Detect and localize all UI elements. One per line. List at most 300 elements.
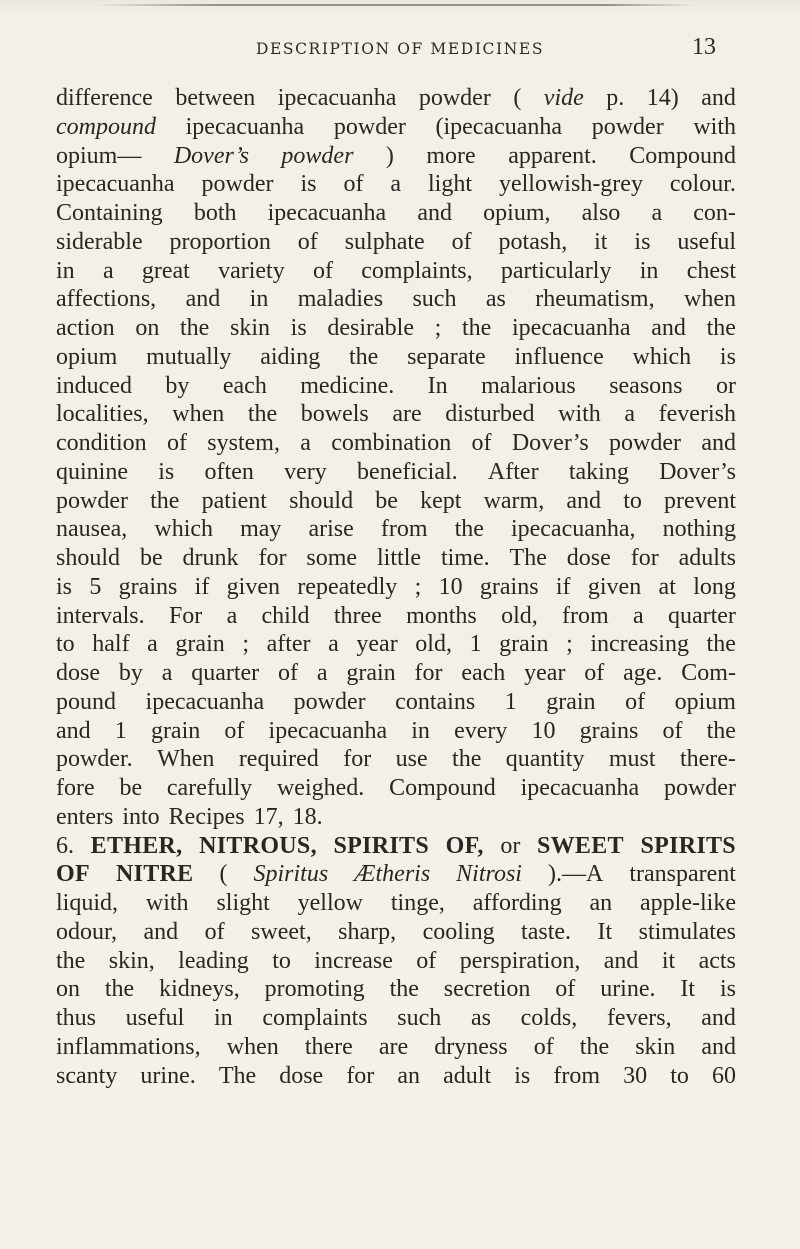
- text-word: are: [392, 401, 422, 428]
- text-word: powder: [591, 113, 664, 140]
- text-word: Spiritus: [253, 861, 329, 888]
- text-word: a: [633, 602, 644, 629]
- text-word: NITRE: [115, 861, 194, 888]
- text-word: sweet,: [251, 918, 312, 945]
- text-word: and: [56, 717, 91, 744]
- text-word: be: [375, 487, 398, 514]
- text-word: skin: [635, 1033, 676, 1060]
- text-word: and: [417, 200, 453, 226]
- text-word: cooling: [422, 918, 495, 945]
- text-word: mutually: [146, 343, 232, 370]
- text-line: [56, 889, 736, 918]
- text-word: quarter: [667, 602, 736, 629]
- text-line: [56, 429, 736, 458]
- text-word: drunk: [182, 545, 239, 571]
- text-word: 1: [469, 631, 482, 658]
- text-word: skin: [229, 315, 270, 341]
- text-word: as: [485, 286, 506, 313]
- text-word: at: [658, 573, 676, 600]
- text-word: contains: [395, 688, 476, 715]
- text-word: with: [558, 401, 601, 428]
- text-word: localities,: [56, 401, 149, 428]
- text-word: 18.: [292, 803, 323, 830]
- text-word: it: [594, 228, 608, 255]
- text-line: [56, 947, 736, 976]
- text-word: should: [56, 545, 121, 571]
- text-word: opium: [674, 688, 736, 715]
- text-word: colds,: [520, 1005, 578, 1031]
- text-word: leading: [178, 947, 249, 974]
- text-word: p.: [606, 85, 625, 111]
- text-word: a: [226, 602, 238, 629]
- text-word: scanty: [56, 1062, 118, 1089]
- text-word: 10: [438, 573, 463, 600]
- text-word: a: [147, 631, 158, 658]
- text-word: between: [175, 85, 256, 111]
- text-word: fore: [56, 775, 95, 801]
- text-word: con-: [693, 200, 736, 226]
- text-word: ).—A: [547, 861, 604, 888]
- text-word: half: [92, 631, 130, 658]
- text-word: child: [261, 602, 310, 629]
- text-word: is: [56, 573, 73, 600]
- text-word: of: [584, 660, 605, 686]
- text-word: for: [414, 660, 443, 686]
- text-word: powder: [281, 142, 354, 169]
- text-line: [56, 630, 736, 659]
- text-word: is: [719, 343, 736, 370]
- text-word: sharp,: [338, 918, 397, 945]
- text-word: warm,: [483, 487, 545, 514]
- text-word: skin,: [108, 947, 155, 974]
- text-word: OF,: [445, 832, 484, 859]
- text-word: powder: [201, 171, 274, 198]
- text-word: of: [533, 1033, 554, 1060]
- top-rule-line: [95, 4, 695, 6]
- text-word: the: [706, 315, 736, 341]
- text-word: particularly: [500, 257, 612, 284]
- text-word: weighed.: [276, 775, 365, 801]
- text-word: Dover’s: [173, 142, 249, 169]
- text-word: powder.: [56, 746, 133, 773]
- text-word: the: [389, 976, 419, 1003]
- text-word: the: [150, 487, 180, 514]
- text-word: quinine: [56, 458, 128, 485]
- text-word: a: [102, 257, 114, 284]
- text-word: adults: [678, 545, 736, 571]
- text-word: prevent: [664, 487, 736, 514]
- text-word: yellowish-grey: [498, 171, 643, 198]
- text-word: powder: [56, 487, 128, 514]
- text-word: to: [670, 1062, 689, 1089]
- text-word: each: [222, 372, 267, 399]
- text-word: induced: [56, 372, 132, 399]
- text-word: Compound: [629, 142, 736, 169]
- text-word: 14): [646, 85, 679, 111]
- text-word: acts: [698, 947, 736, 974]
- text-word: ipecacuanha: [185, 113, 305, 140]
- page-number: 13: [692, 34, 716, 60]
- text-word: maladies: [297, 286, 384, 313]
- text-word: and: [651, 315, 686, 341]
- text-line: [56, 515, 736, 544]
- text-word: if: [194, 573, 210, 600]
- text-word: 10: [531, 717, 556, 744]
- text-word: of: [662, 717, 683, 744]
- text-word: ipecacuanha: [268, 717, 388, 744]
- text-word: and: [701, 85, 736, 111]
- text-word: the: [247, 401, 278, 428]
- text-word: to: [272, 947, 291, 974]
- text-word: grains: [118, 573, 178, 600]
- text-line: [56, 84, 736, 113]
- text-word: nausea,: [56, 516, 128, 543]
- text-word: enters: [56, 803, 114, 830]
- text-word: urine.: [140, 1062, 196, 1089]
- text-word: year: [356, 631, 398, 658]
- text-word: ipecacuanha: [512, 315, 631, 341]
- text-word: taking: [568, 458, 629, 485]
- text-word: After: [487, 458, 539, 485]
- text-word: if: [555, 573, 571, 600]
- text-word: powder: [293, 688, 366, 715]
- text-line: [56, 285, 736, 314]
- text-word: is: [290, 315, 307, 341]
- text-word: old,: [415, 631, 452, 658]
- text-word: yellow: [297, 890, 363, 916]
- text-word: kept: [420, 487, 462, 514]
- body-text: [56, 84, 736, 1090]
- text-word: ;: [242, 631, 249, 658]
- text-word: by: [118, 660, 143, 686]
- text-word: medicine.: [300, 372, 395, 399]
- text-word: (ipecacuanha: [435, 113, 563, 140]
- text-word: Recipes: [168, 803, 245, 830]
- text-word: Ætheris: [354, 861, 431, 888]
- text-word: little: [377, 545, 422, 571]
- text-word: fevers,: [606, 1005, 672, 1031]
- text-word: dryness: [434, 1033, 508, 1060]
- text-word: the: [56, 947, 86, 974]
- text-word: complaints,: [361, 257, 473, 284]
- text-word: aiding: [260, 343, 321, 370]
- text-word: great: [141, 257, 190, 284]
- text-word: taste.: [521, 918, 572, 945]
- text-word: condition: [56, 430, 147, 456]
- running-title: DESCRIPTION OF MEDICINES: [255, 40, 545, 58]
- text-line: [56, 659, 736, 688]
- text-word: nothing: [662, 516, 736, 543]
- text-word: Nitrosi: [456, 861, 522, 888]
- text-word: pound: [56, 688, 116, 715]
- text-word: potash,: [498, 228, 568, 255]
- text-word: should: [289, 487, 354, 514]
- text-word: quarter: [191, 660, 260, 686]
- text-word: In: [427, 372, 448, 399]
- text-word: ipecacuanha: [520, 775, 640, 801]
- text-word: useful: [125, 1005, 185, 1031]
- text-word: proportion: [169, 228, 271, 255]
- text-word: kidneys,: [159, 976, 240, 1003]
- text-word: by: [165, 372, 190, 399]
- text-word: or: [500, 832, 521, 859]
- text-word: and: [143, 918, 179, 945]
- text-word: more: [426, 142, 476, 169]
- text-word: apple-like: [640, 890, 736, 916]
- text-word: colour.: [669, 171, 736, 198]
- text-word: be: [119, 775, 143, 801]
- text-line: [56, 400, 736, 429]
- text-word: of: [224, 717, 245, 744]
- text-word: of: [471, 430, 492, 456]
- text-word: 30: [623, 1062, 648, 1089]
- text-word: light: [428, 171, 473, 198]
- text-word: of: [313, 257, 333, 284]
- text-line: [56, 199, 736, 228]
- text-line: [56, 860, 736, 889]
- text-word: is: [300, 171, 317, 198]
- text-word: a: [161, 660, 173, 686]
- text-word: are: [378, 1033, 409, 1060]
- text-word: It: [597, 918, 613, 945]
- running-head: [0, 34, 800, 64]
- text-word: into: [122, 803, 160, 830]
- text-line: [56, 1004, 736, 1033]
- text-word: SPIRITS: [333, 832, 429, 859]
- text-word: tinge,: [390, 890, 445, 916]
- text-line: [56, 170, 736, 199]
- text-word: ETHER,: [90, 832, 183, 859]
- text-word: feverish: [658, 401, 736, 428]
- text-word: complaints: [262, 1005, 368, 1031]
- text-word: often: [204, 458, 254, 485]
- text-word: also: [581, 200, 621, 226]
- text-word: increase: [314, 947, 393, 974]
- text-word: when: [226, 1033, 279, 1060]
- text-word: the: [454, 516, 484, 543]
- text-line: [56, 803, 736, 832]
- text-word: siderable: [56, 228, 143, 255]
- text-word: desirable: [327, 315, 414, 341]
- text-line: [56, 1062, 736, 1091]
- text-word: stimulates: [638, 918, 736, 945]
- text-word: grain: [499, 631, 549, 658]
- text-word: system,: [207, 430, 280, 456]
- text-word: of: [451, 228, 472, 255]
- text-word: (: [513, 85, 522, 111]
- text-word: vide: [543, 85, 584, 111]
- text-word: action: [56, 315, 115, 341]
- text-word: of: [343, 171, 364, 198]
- text-word: and: [566, 487, 602, 514]
- text-word: for: [258, 545, 287, 571]
- text-word: Containing: [56, 200, 163, 226]
- text-word: of: [166, 430, 187, 456]
- text-word: 1: [504, 688, 517, 715]
- text-word: apparent.: [508, 142, 597, 169]
- text-word: given: [587, 573, 642, 600]
- text-word: transparent: [629, 861, 736, 888]
- text-word: for: [343, 746, 372, 773]
- text-word: use: [395, 746, 428, 773]
- text-word: difference: [56, 85, 153, 111]
- text-word: as: [470, 1005, 491, 1031]
- text-word: both: [193, 200, 237, 226]
- text-word: very: [284, 458, 327, 485]
- text-word: such: [412, 286, 457, 313]
- text-word: malarious: [481, 372, 576, 399]
- text-word: old,: [501, 602, 538, 629]
- text-word: 5: [89, 573, 102, 600]
- text-word: dose: [566, 545, 611, 571]
- text-word: in: [249, 286, 269, 313]
- text-word: sulphate: [344, 228, 425, 255]
- text-word: ;: [566, 631, 573, 658]
- text-line: [56, 602, 736, 631]
- text-word: ;: [414, 573, 422, 600]
- text-word: thus: [56, 1005, 97, 1031]
- text-word: in: [213, 1005, 233, 1031]
- text-word: When: [157, 746, 215, 773]
- text-word: and: [701, 1005, 736, 1031]
- text-word: patient: [201, 487, 267, 514]
- text-word: compound: [56, 113, 156, 140]
- text-line: [56, 975, 736, 1004]
- text-word: Dover’s: [659, 458, 736, 485]
- text-word: 60: [711, 1062, 736, 1089]
- text-word: grain: [150, 717, 201, 744]
- text-word: in: [411, 717, 430, 744]
- text-word: or: [715, 372, 736, 399]
- text-word: 1: [114, 717, 127, 744]
- text-word: It: [680, 976, 696, 1003]
- text-word: OF: [56, 861, 90, 888]
- text-word: with: [145, 890, 189, 916]
- text-word: affections,: [56, 286, 157, 313]
- text-word: odour,: [56, 918, 118, 945]
- text-word: opium—: [56, 142, 142, 169]
- text-word: there-: [679, 746, 736, 773]
- text-word: grain: [546, 688, 596, 715]
- text-word: urine.: [600, 976, 656, 1003]
- text-word: (: [219, 861, 228, 888]
- text-line: [56, 487, 736, 516]
- text-word: some: [306, 545, 358, 571]
- text-word: the: [348, 343, 379, 370]
- text-word: promoting: [264, 976, 365, 1003]
- text-word: rheumatism,: [535, 286, 655, 313]
- text-word: seasons: [609, 372, 683, 399]
- text-word: when: [683, 286, 736, 313]
- text-word: there: [304, 1033, 353, 1060]
- text-line: [56, 1033, 736, 1062]
- text-word: of: [555, 976, 576, 1003]
- text-line: [56, 745, 736, 774]
- text-word: of: [204, 918, 225, 945]
- text-word: 17,: [253, 803, 284, 830]
- text-word: such: [397, 1005, 442, 1031]
- text-line: [56, 458, 736, 487]
- text-word: and: [701, 430, 736, 456]
- text-word: ;: [434, 315, 442, 341]
- text-line: [56, 717, 736, 746]
- text-line: [56, 774, 736, 803]
- text-word: is: [514, 1062, 531, 1089]
- text-word: grain: [346, 660, 396, 686]
- text-word: inflammations,: [56, 1033, 201, 1060]
- text-line: [56, 544, 736, 573]
- text-word: and: [603, 947, 639, 974]
- text-word: opium: [56, 343, 118, 370]
- text-word: given: [226, 573, 280, 600]
- text-word: from: [553, 1062, 600, 1089]
- text-word: increasing: [590, 631, 689, 658]
- text-word: of: [416, 947, 437, 974]
- text-word: For: [168, 602, 203, 629]
- text-word: in: [639, 257, 659, 284]
- text-word: SWEET: [536, 832, 624, 859]
- text-line: [56, 688, 736, 717]
- text-word: a: [624, 401, 636, 428]
- text-word: after: [266, 631, 311, 658]
- text-word: variety: [218, 257, 285, 284]
- text-word: age.: [623, 660, 663, 686]
- text-word: which: [154, 516, 214, 543]
- text-word: and: [185, 286, 221, 313]
- text-word: with: [693, 113, 736, 140]
- text-word: perspiration,: [459, 947, 581, 974]
- text-word: The: [218, 1062, 257, 1089]
- text-line: [56, 142, 736, 171]
- text-word: powder: [663, 775, 736, 801]
- text-word: The: [509, 545, 547, 571]
- text-line: [56, 314, 736, 343]
- text-word: which: [632, 343, 692, 370]
- text-word: ): [385, 142, 394, 169]
- text-word: ipecacuanha,: [510, 516, 636, 543]
- text-word: ipecacuanha: [56, 171, 175, 198]
- text-line: [56, 113, 736, 142]
- text-word: may: [240, 516, 282, 543]
- text-word: an: [397, 1062, 421, 1089]
- text-word: opium,: [483, 200, 551, 226]
- text-word: SPIRITS: [640, 832, 736, 859]
- text-word: 6.: [56, 832, 74, 859]
- text-word: powder: [333, 113, 406, 140]
- text-word: time.: [440, 545, 490, 571]
- text-word: a: [316, 660, 328, 686]
- text-line: [56, 257, 736, 286]
- text-word: the: [579, 1033, 610, 1060]
- text-word: adult: [443, 1062, 492, 1089]
- text-word: Com-: [681, 660, 736, 686]
- text-word: the: [104, 976, 135, 1003]
- text-word: for: [346, 1062, 375, 1089]
- text-line: [56, 372, 736, 401]
- text-word: secretion: [443, 976, 531, 1003]
- text-word: quantity: [505, 746, 585, 773]
- text-line: [56, 573, 736, 602]
- text-line: [56, 918, 736, 947]
- text-word: in: [56, 257, 75, 284]
- text-word: arise: [308, 516, 354, 543]
- text-word: is: [158, 458, 175, 485]
- text-word: grains: [479, 573, 539, 600]
- text-word: a: [300, 430, 311, 456]
- text-word: combination: [331, 430, 452, 456]
- text-word: the: [706, 717, 736, 744]
- text-word: each: [461, 660, 506, 686]
